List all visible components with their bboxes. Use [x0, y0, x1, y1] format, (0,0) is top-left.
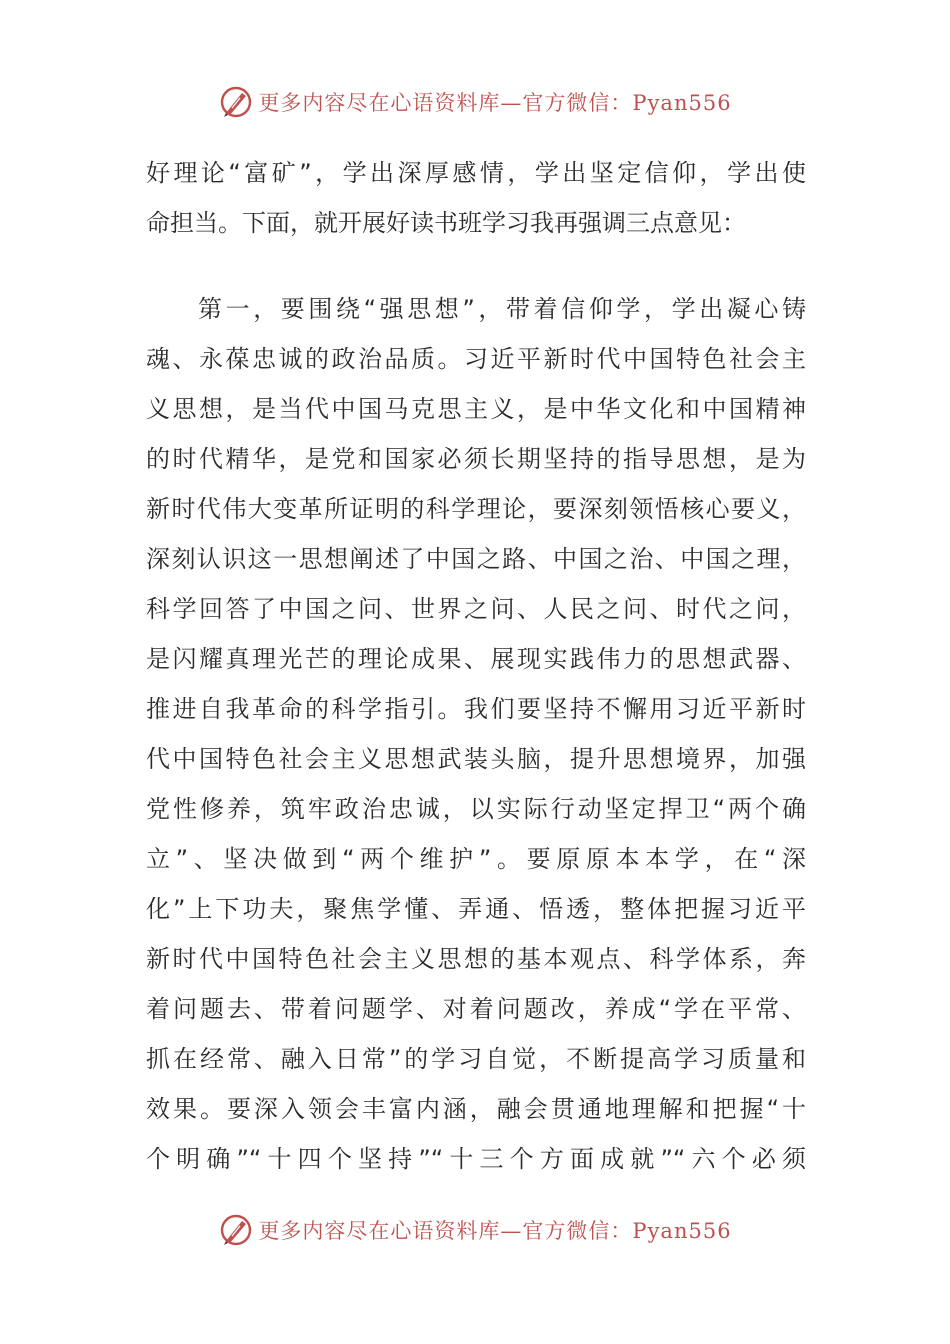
text-line: 代中国特色社会主义思想武装头脑，提升思想境界，加强 — [146, 745, 806, 773]
text-line: 化”上下功夫，聚焦学懂、弄通、悟透，整体把握习近平 — [146, 895, 806, 923]
text-line: 第一，要围绕“强思想”，带着信仰学，学出凝心铸 — [198, 295, 806, 323]
text-line: 效果。要深入领会丰富内涵，融会贯通地理解和把握“十 — [146, 1095, 806, 1123]
text-line: 党性修养，筑牢政治忠诚，以实际行动坚定捍卫“两个确 — [146, 795, 806, 823]
text-line: 深刻认识这一思想阐述了中国之路、中国之治、中国之理， — [146, 545, 806, 573]
header-banner-text: 更多内容尽在心语资料库—官方微信：Pyan556 — [258, 91, 732, 115]
text-line: 立”、坚决做到“两个维护”。要原原本本学，在“深 — [146, 845, 806, 873]
text-line: 义思想，是当代中国马克思主义，是中华文化和中国精神 — [146, 395, 806, 423]
footer-banner-text: 更多内容尽在心语资料库—官方微信：Pyan556 — [258, 1219, 732, 1243]
document-body — [146, 148, 806, 1184]
text-line: 好理论“富矿”，学出深厚感情，学出坚定信仰，学出使 — [146, 159, 806, 187]
paragraph — [146, 284, 806, 1184]
pen-nib-circle-icon — [218, 1212, 254, 1248]
pen-nib-circle-icon — [218, 84, 254, 120]
text-line: 新时代伟大变革所证明的科学理论，要深刻领悟核心要义， — [146, 495, 806, 523]
text-line: 命担当。下面，就开展好读书班学习我再强调三点意见： — [146, 209, 746, 237]
text-line: 着问题去、带着问题学、对着问题改，养成“学在平常、 — [146, 995, 806, 1023]
text-line: 推进自我革命的科学指引。我们要坚持不懈用习近平新时 — [146, 695, 806, 723]
text-line: 科学回答了中国之问、世界之问、人民之问、时代之问， — [146, 595, 806, 623]
footer-banner — [0, 1210, 950, 1250]
text-line: 抓在经常、融入日常”的学习自觉，不断提高学习质量和 — [146, 1045, 806, 1073]
text-line: 个明确”“十四个坚持”“十三个方面成就”“六个必须 — [146, 1145, 806, 1173]
text-line: 的时代精华，是党和国家必须长期坚持的指导思想，是为 — [146, 445, 806, 473]
text-line: 魂、永葆忠诚的政治品质。习近平新时代中国特色社会主 — [146, 345, 806, 373]
header-banner — [0, 82, 950, 122]
text-line: 是闪耀真理光芒的理论成果、展现实践伟力的思想武器、 — [146, 645, 806, 673]
paragraph — [146, 148, 806, 248]
text-line: 新时代中国特色社会主义思想的基本观点、科学体系，奔 — [146, 945, 806, 973]
